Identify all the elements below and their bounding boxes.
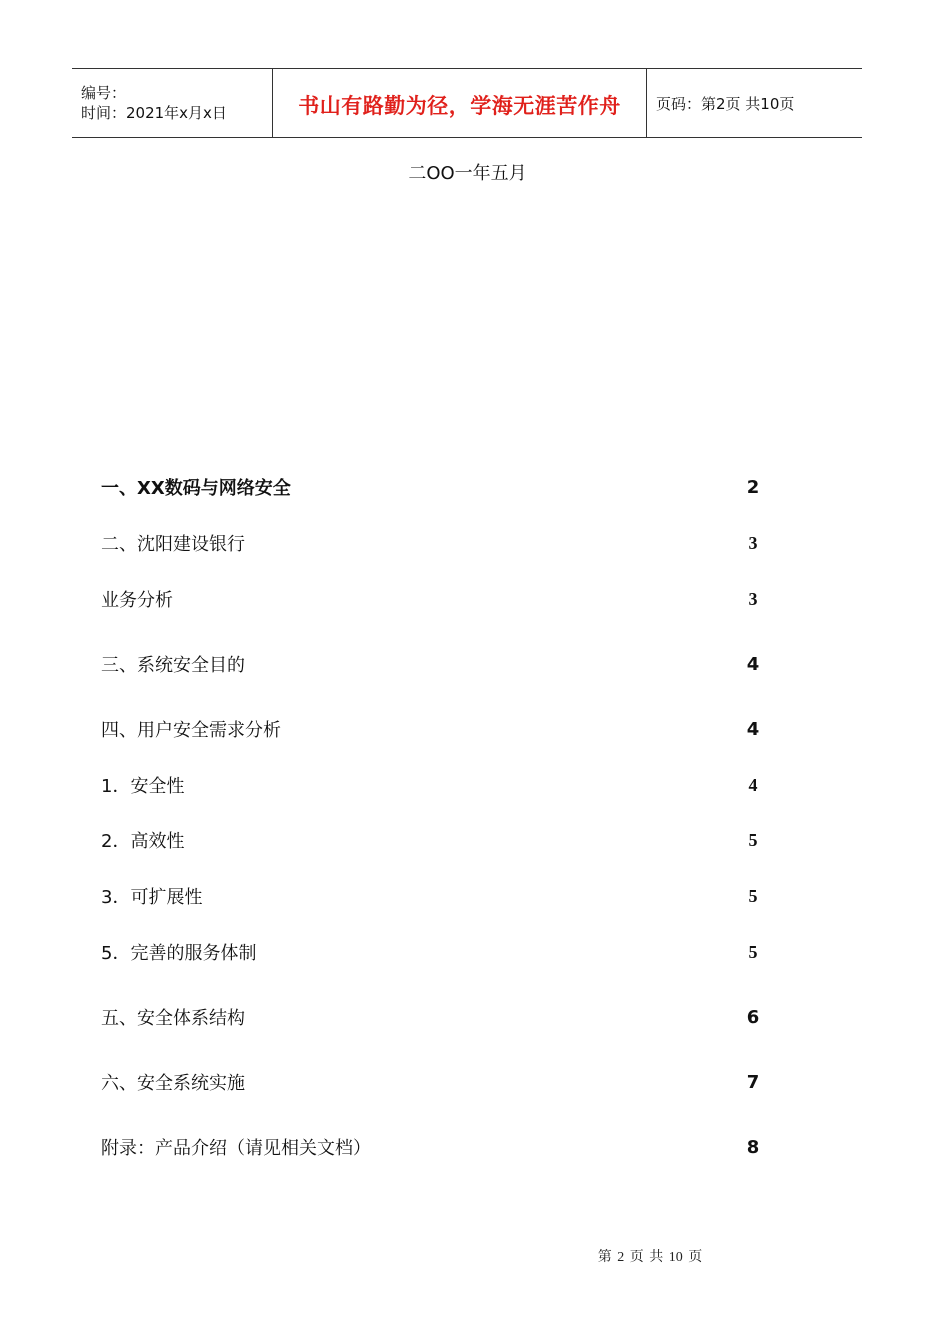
toc-page: 6 — [746, 1006, 760, 1028]
toc-item[interactable] — [101, 1002, 763, 1032]
toc-label: 1．安全性 — [101, 776, 185, 797]
time-label: 时间：2021年x月x日 — [81, 104, 227, 122]
toc-label: 附录：产品介绍（请见相关文档） — [101, 1138, 371, 1159]
page-info: 页码：第2页 共10页 — [656, 94, 795, 113]
toc-page: 5 — [748, 941, 758, 962]
toc-label: 5．完善的服务体制 — [101, 943, 257, 964]
toc-label: 四、用户安全需求分析 — [101, 720, 281, 741]
toc-item[interactable] — [101, 714, 763, 744]
motto: 书山有路勤为径，学海无涯苦作舟 — [298, 94, 621, 118]
toc-label: 二、沈阳建设银行 — [101, 534, 245, 555]
toc-label: 3．可扩展性 — [101, 887, 203, 908]
toc-item[interactable] — [101, 472, 763, 502]
toc-label: 六、安全系统实施 — [101, 1073, 245, 1094]
header-page-cell — [647, 69, 862, 137]
toc-page: 5 — [748, 885, 758, 906]
toc-item[interactable] — [101, 825, 763, 855]
toc-page: 5 — [748, 829, 758, 850]
toc-label: 三、系统安全目的 — [101, 655, 245, 676]
toc-item[interactable] — [101, 528, 763, 558]
toc-page: 4 — [748, 774, 758, 795]
toc-label: 五、安全体系结构 — [101, 1008, 245, 1029]
toc-page: 8 — [746, 1136, 760, 1158]
toc-page: 4 — [746, 718, 760, 740]
toc-page: 3 — [748, 588, 758, 609]
toc-page: 7 — [746, 1071, 760, 1093]
toc-item[interactable] — [101, 1067, 763, 1097]
toc-item[interactable] — [101, 1132, 763, 1162]
header-meta-cell — [72, 69, 273, 137]
toc-page: 4 — [746, 653, 760, 675]
toc-item[interactable] — [101, 937, 763, 967]
header-table — [72, 68, 862, 138]
toc-item[interactable] — [101, 649, 763, 679]
header-motto-cell — [273, 69, 647, 137]
toc-item[interactable] — [101, 584, 763, 614]
date-line: 二OO一年五月 — [408, 163, 527, 184]
toc-page: 3 — [748, 532, 758, 553]
toc-item[interactable] — [101, 881, 763, 911]
page-footer: 第 2 页 共 10 页 — [597, 1250, 703, 1265]
toc-label: 2．高效性 — [101, 831, 185, 852]
toc-label: 业务分析 — [101, 590, 173, 611]
toc-item[interactable] — [101, 770, 763, 800]
number-label: 编号： — [81, 84, 127, 102]
toc-label: 一、XX数码与网络安全 — [101, 478, 291, 499]
toc-page: 2 — [746, 476, 760, 498]
